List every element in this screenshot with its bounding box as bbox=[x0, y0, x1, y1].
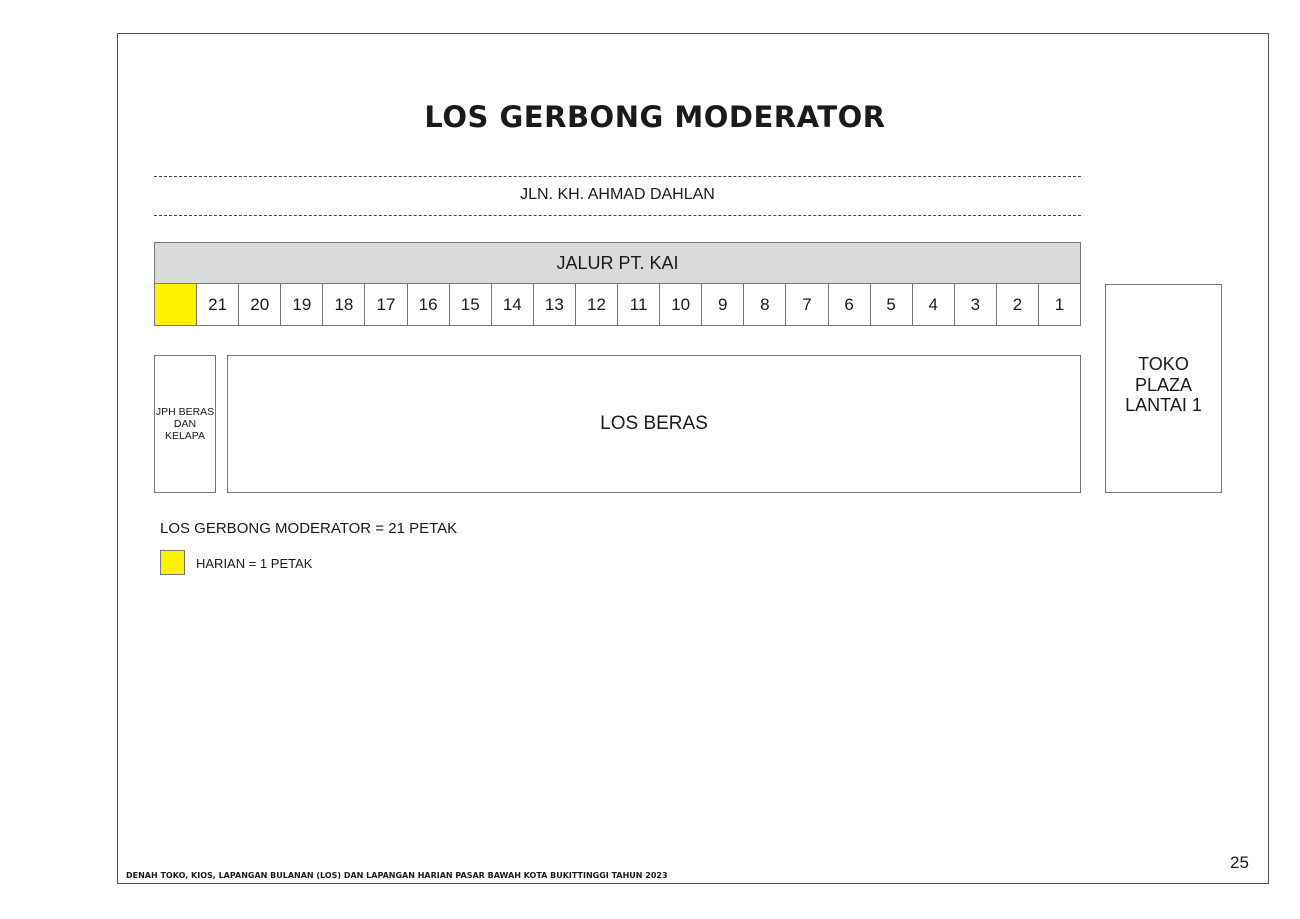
stall-14: 14 bbox=[491, 284, 533, 325]
toko-label-line: PLAZA bbox=[1134, 374, 1192, 395]
toko-label-line: TOKO bbox=[1138, 354, 1189, 374]
road-label: JLN. KH. AHMAD DAHLAN bbox=[520, 186, 715, 203]
stall-19: 19 bbox=[280, 284, 322, 325]
stall-18: 18 bbox=[322, 284, 364, 325]
jph-label-line: JPH BERAS bbox=[155, 406, 215, 418]
stall-9: 9 bbox=[701, 284, 743, 325]
stall-15: 15 bbox=[449, 284, 491, 325]
stall-11: 11 bbox=[617, 284, 659, 325]
los-beras-label: LOS BERAS bbox=[600, 413, 708, 434]
stall-20: 20 bbox=[238, 284, 280, 325]
stall-6: 6 bbox=[828, 284, 870, 325]
stall-7: 7 bbox=[785, 284, 827, 325]
legend-total: LOS GERBONG MODERATOR = 21 PETAK bbox=[160, 520, 458, 537]
toko-label-line: LANTAI 1 bbox=[1125, 395, 1202, 415]
stall-8: 8 bbox=[743, 284, 785, 325]
legend-harian-swatch bbox=[160, 550, 185, 575]
stall-3: 3 bbox=[954, 284, 996, 325]
road-border-top bbox=[154, 176, 1081, 177]
stall-13: 13 bbox=[533, 284, 575, 325]
jph-label-line: KELAPA bbox=[164, 430, 206, 442]
stall-row bbox=[154, 284, 1081, 326]
legend-harian-label: HARIAN = 1 PETAK bbox=[196, 556, 313, 571]
los-beras-area bbox=[227, 355, 1081, 493]
rail-label: JALUR PT. KAI bbox=[556, 252, 679, 273]
stall-1: 1 bbox=[1038, 284, 1080, 325]
stall-21: 21 bbox=[196, 284, 238, 325]
stall-16: 16 bbox=[407, 284, 449, 325]
stall-4: 4 bbox=[912, 284, 954, 325]
stall-17: 17 bbox=[364, 284, 406, 325]
footer-caption: DENAH TOKO, KIOS, LAPANGAN BULANAN (LOS) DAN LAPANGAN HARIAN PASAR BAWAH KOTA BUKITTINGGI TAHUN 2023 bbox=[126, 871, 668, 880]
page-number: 25 bbox=[1230, 853, 1249, 872]
toko-plaza-area bbox=[1105, 284, 1222, 493]
jph-area bbox=[154, 355, 216, 493]
stall-5: 5 bbox=[870, 284, 912, 325]
stall-12: 12 bbox=[575, 284, 617, 325]
stall-harian bbox=[155, 284, 196, 325]
jph-label-line: DAN bbox=[173, 418, 197, 430]
page-title: LOS GERBONG MODERATOR bbox=[424, 100, 886, 134]
stall-2: 2 bbox=[996, 284, 1038, 325]
road-border-bottom bbox=[154, 215, 1081, 216]
stall-10: 10 bbox=[659, 284, 701, 325]
rail-track bbox=[154, 242, 1081, 284]
